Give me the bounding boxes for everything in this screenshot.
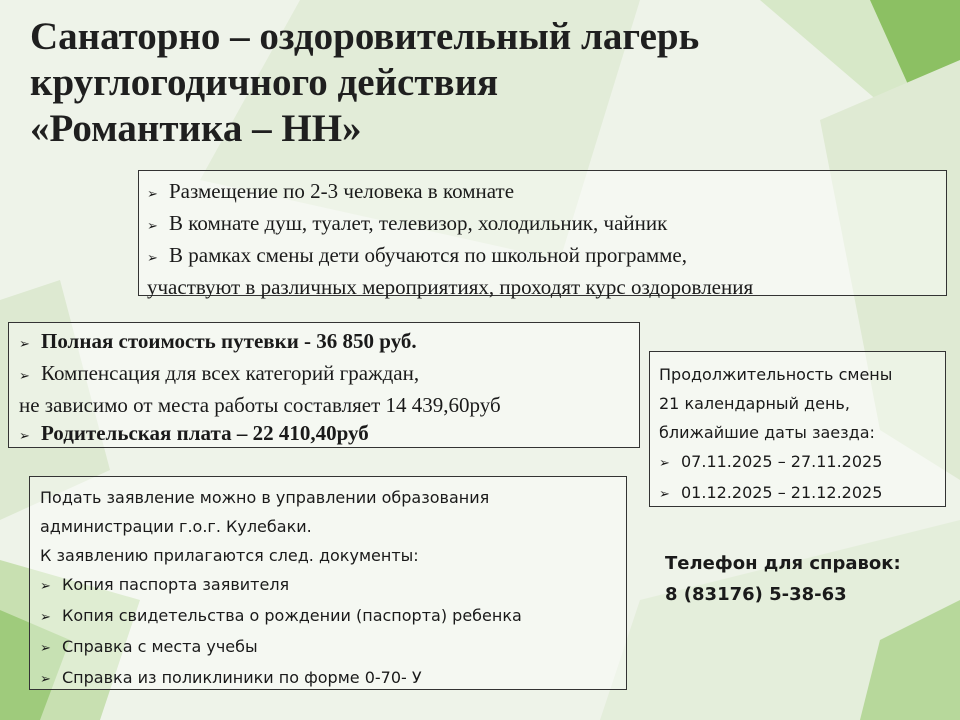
pricing-box	[8, 322, 640, 448]
document-item: ➢ Копия паспорта заявителя	[40, 570, 616, 601]
list-item: ➢ Размещение по 2-3 человека в комнате	[147, 177, 938, 209]
bullet-arrow-icon: ➢	[19, 369, 30, 384]
application-text: администрации г.о.г. Кулебаки.	[40, 517, 312, 536]
application-box	[29, 476, 627, 690]
bullet-arrow-icon: ➢	[40, 610, 51, 625]
bullet-arrow-icon: ➢	[659, 487, 670, 502]
title-line-3: «Романтика – НН»	[30, 107, 362, 150]
contact-block	[665, 548, 901, 610]
bullet-arrow-icon: ➢	[147, 251, 158, 266]
bullet-arrow-icon: ➢	[40, 641, 51, 656]
compensation: ➢ Компенсация для всех категорий граждан,	[19, 359, 629, 391]
bullet-arrow-icon: ➢	[147, 187, 158, 202]
bullet-arrow-icon: ➢	[40, 672, 51, 687]
title-line-2: круглогодичного действия	[30, 61, 499, 104]
bullet-arrow-icon: ➢	[147, 219, 158, 234]
document-item: ➢ Копия свидетельства о рождении (паспорта) ребенка	[40, 601, 616, 632]
accommodation-box	[138, 170, 947, 299]
list-item-continuation: участвуют в различных мероприятиях, проходят курс оздоровления	[147, 275, 754, 299]
bullet-arrow-icon: ➢	[19, 429, 30, 444]
shift-duration-label: Продолжительность смены	[659, 365, 893, 384]
shift-date-item: ➢ 01.12.2025 – 21.12.2025	[659, 478, 936, 509]
contact-phone: 8 (83176) 5-38-63	[665, 584, 847, 605]
document-item: ➢ Справка из поликлиники по форме 0-70- У	[40, 663, 616, 694]
bullet-arrow-icon: ➢	[40, 579, 51, 594]
application-text: Подать заявление можно в управлении образования	[40, 488, 490, 507]
contact-label: Телефон для справок:	[665, 553, 901, 574]
shift-box	[649, 351, 946, 507]
parent-fee: ➢ Родительская плата – 22 410,40руб	[19, 419, 629, 451]
list-item: ➢ В комнате душ, туалет, телевизор, холодильник, чайник	[147, 209, 938, 241]
document-item: ➢ Справка с места учебы	[40, 632, 616, 663]
title-line-1: Санаторно – оздоровительный лагерь	[30, 15, 700, 58]
full-cost: ➢ Полная стоимость путевки - 36 850 руб.	[19, 327, 629, 359]
shift-dates-label: ближайшие даты заезда:	[659, 423, 875, 442]
page-title	[30, 14, 699, 152]
documents-label: К заявлению прилагаются след. документы:	[40, 546, 419, 565]
bullet-arrow-icon: ➢	[19, 337, 30, 352]
shift-duration-value: 21 календарный день,	[659, 394, 850, 413]
bullet-arrow-icon: ➢	[659, 456, 670, 471]
list-item: ➢ В рамках смены дети обучаются по школьной программе,	[147, 241, 938, 273]
compensation-continuation: не зависимо от места работы составляет 14 439,60руб	[19, 393, 501, 417]
shift-date-item: ➢ 07.11.2025 – 27.11.2025	[659, 447, 936, 478]
